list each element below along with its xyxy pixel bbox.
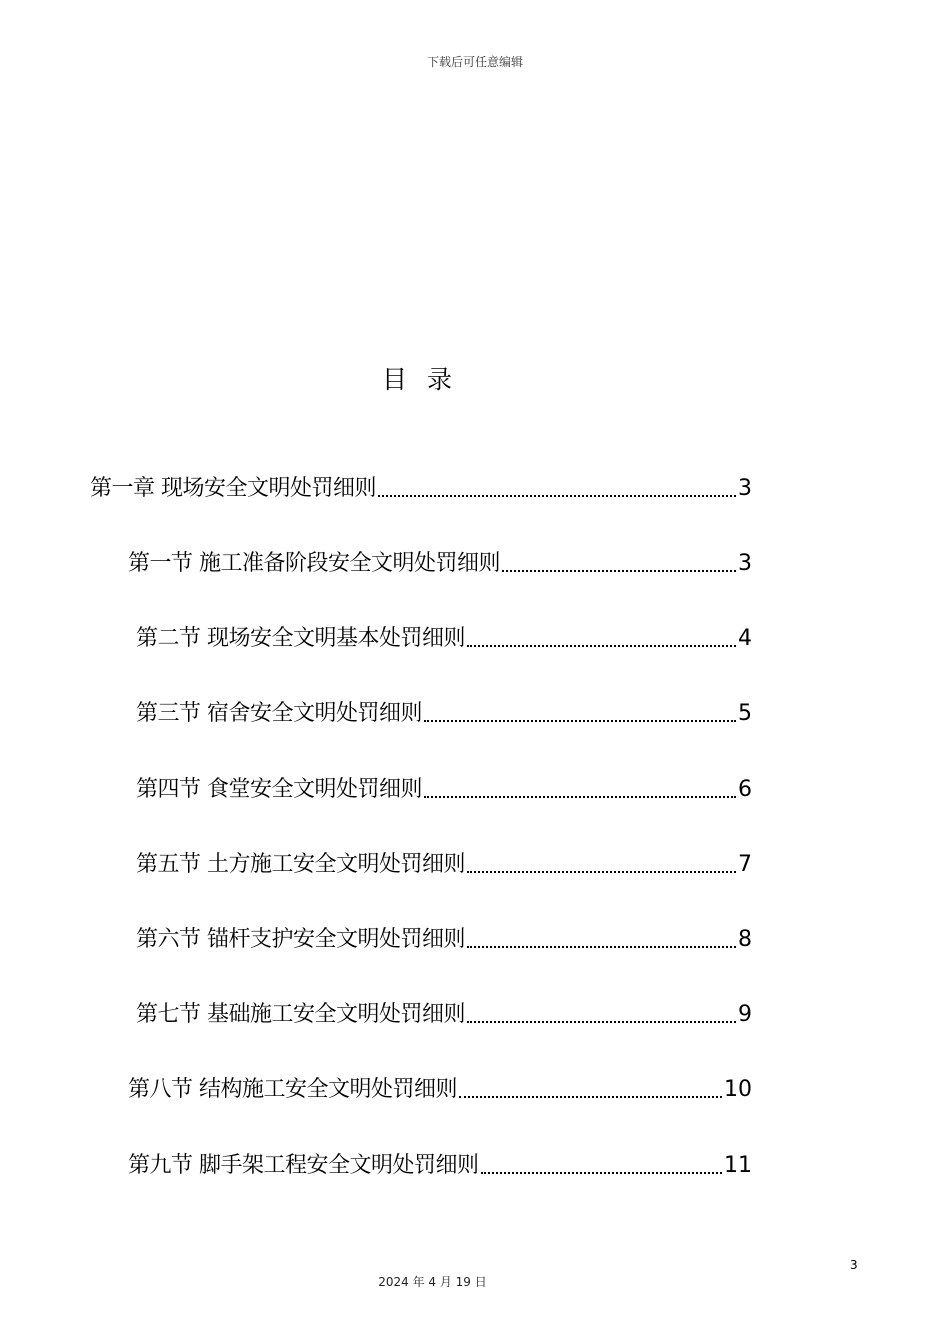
toc-entry-page: 5 (738, 701, 752, 726)
toc-entry-label: 第四节 食堂安全文明处罚细则 (136, 777, 422, 802)
toc-entry-page: 8 (738, 927, 752, 952)
toc-leader-dots (467, 1021, 736, 1023)
page-number: 3 (850, 1258, 858, 1272)
toc-entry-label: 第九节 脚手架工程安全文明处罚细则 (128, 1153, 479, 1178)
toc-entry-label: 第一节 施工准备阶段安全文明处罚细则 (128, 551, 500, 576)
toc-leader-dots (481, 1172, 723, 1174)
toc-entry-label: 第一章 现场安全文明处罚细则 (90, 476, 376, 501)
toc-leader-dots (467, 871, 736, 873)
toc-leader-dots (502, 570, 736, 572)
toc-leader-dots (467, 946, 736, 948)
toc-leader-dots (467, 645, 736, 647)
toc-entry-label: 第七节 基础施工安全文明处罚细则 (136, 1002, 465, 1027)
toc-leader-dots (378, 495, 736, 497)
toc-entry-section-2[interactable] (136, 624, 752, 654)
toc-title: 目 录 (382, 365, 458, 394)
toc-entry-label: 第六节 锚杆支护安全文明处罚细则 (136, 927, 465, 952)
header-note: 下载后可任意编辑 (426, 55, 523, 69)
toc-entry-page: 7 (738, 852, 752, 877)
toc-entry-section-6[interactable] (136, 925, 752, 955)
toc-entry-page: 4 (738, 626, 752, 651)
toc-leader-dots (424, 796, 736, 798)
footer-date: 2024 年 4 月 19 日 (378, 1275, 487, 1289)
toc-entry-page: 6 (738, 777, 752, 802)
toc-entry-label: 第五节 土方施工安全文明处罚细则 (136, 852, 465, 877)
toc-entry-section-9[interactable] (128, 1151, 752, 1181)
toc-entry-label: 第三节 宿舍安全文明处罚细则 (136, 701, 422, 726)
toc-entry-chapter-1[interactable] (90, 474, 752, 504)
toc-entry-page: 11 (724, 1153, 752, 1178)
toc-entry-page: 3 (738, 551, 752, 576)
toc-entry-section-3[interactable] (136, 699, 752, 729)
toc-entry-label: 第二节 现场安全文明基本处罚细则 (136, 626, 465, 651)
toc-leader-dots (424, 720, 736, 722)
toc-entry-label: 第八节 结构施工安全文明处罚细则 (128, 1077, 457, 1102)
toc-entry-section-5[interactable] (136, 850, 752, 880)
toc-entry-section-8[interactable] (128, 1075, 752, 1105)
toc-entry-page: 3 (738, 476, 752, 501)
toc-entry-page: 9 (738, 1002, 752, 1027)
toc-leader-dots (459, 1096, 722, 1098)
toc-entry-section-7[interactable] (136, 1000, 752, 1030)
toc-entry-page: 10 (724, 1077, 752, 1102)
toc-entry-section-4[interactable] (136, 775, 752, 805)
toc-entry-section-1[interactable] (128, 549, 752, 579)
